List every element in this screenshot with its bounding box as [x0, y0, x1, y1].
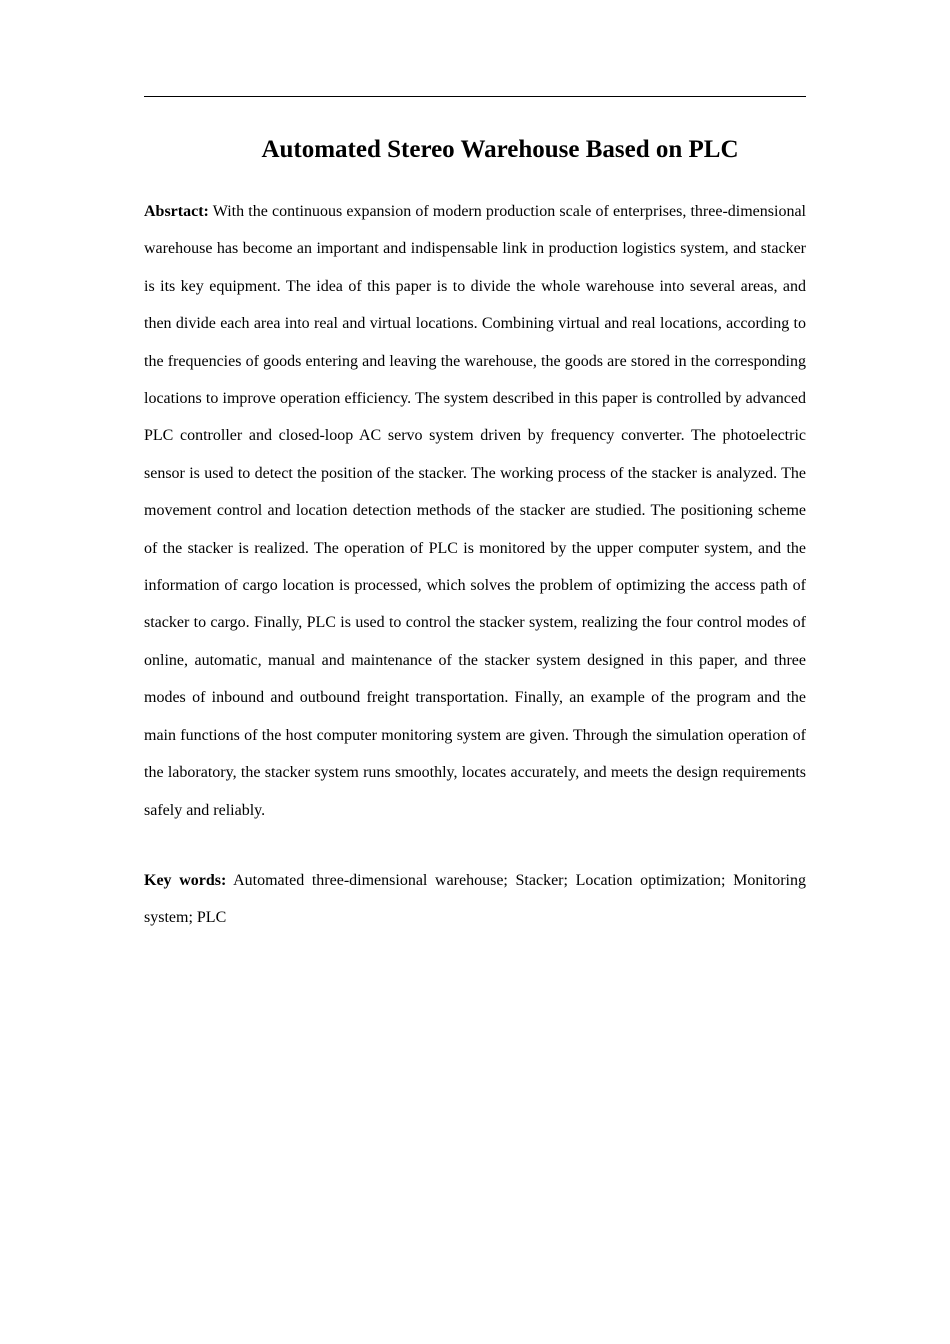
keywords-text: Automated three-dimensional warehouse; Stacker; Location optimization; Monitoring system; PLC [144, 872, 806, 927]
abstract-text: With the continuous expansion of modern production scale of enterprises, three-dimensional warehouse has become an important and indispensable link in production logistics system, and stacker is its key equipment. The idea of this paper is to divide the whole warehouse into several areas, and then divide each area into real and virtual locations. Combining virtual and real locations, according to the frequencies of goods entering and leaving the warehouse, the goods are stored in the corresponding locations to improve operation efficiency. The system described in this paper is controlled by advanced PLC controller and closed-loop AC servo system driven by frequency converter. The photoelectric sensor is used to detect the position of the stacker. The working process of the stacker is analyzed. The movement control and location detection methods of the stacker are studied. The positioning scheme of the stacker is realized. The operation of PLC is monitored by the upper computer system, and the information of cargo location is processed, which solves the problem of optimizing the access path of stacker to cargo. Finally, PLC is used to control the stacker system, realizing the four control modes of online, automatic, manual and maintenance of the stacker system designed in this paper, and three modes of inbound and outbound freight transportation. Finally, an example of the program and the main functions of the host computer monitoring system are given. Through the simulation operation of the laboratory, the stacker system runs smoothly, locates accurately, and meets the design requirements safely and reliably. [144, 203, 806, 819]
keywords-label: Key words: [144, 872, 227, 889]
abstract-paragraph [144, 193, 806, 829]
paper-title: Automated Stereo Warehouse Based on PLC [261, 136, 739, 163]
abstract-label: Absrtact: [144, 203, 209, 220]
keywords-paragraph [144, 862, 806, 937]
header-rule [144, 96, 806, 97]
